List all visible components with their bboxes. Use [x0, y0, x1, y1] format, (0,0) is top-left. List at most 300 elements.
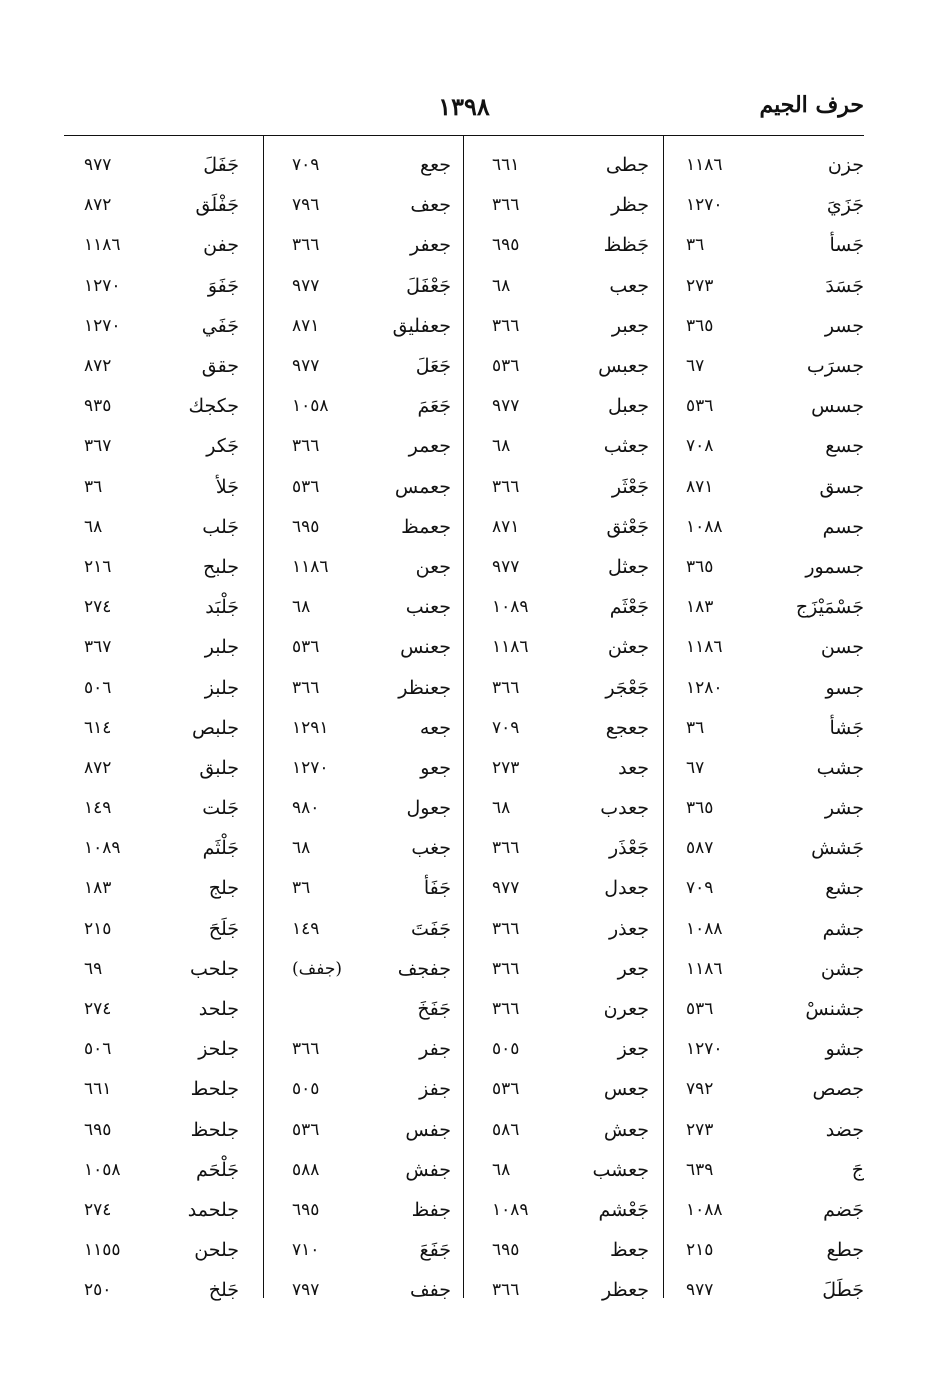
entry-page-ref: ٥٣٦	[292, 476, 320, 497]
index-entry	[464, 225, 663, 265]
entry-root-word: جفز	[419, 1078, 451, 1101]
entry-page-ref: ٦٦١	[84, 1079, 112, 1100]
entry-page-ref: ١٨٣	[686, 597, 714, 618]
entry-page-ref: ٣٦٦	[492, 1280, 520, 1301]
entry-page-ref: ٦٩	[84, 958, 103, 979]
entry-page-ref: ٩٣٥	[84, 396, 112, 417]
entry-page-ref: ١٢٧٠	[84, 275, 121, 296]
entry-root-word: جسس	[811, 395, 864, 418]
index-entry	[264, 989, 463, 1029]
entry-root-word: جعشب	[592, 1158, 649, 1181]
entry-root-word: جفجف	[397, 957, 451, 980]
entry-page-ref: ١٠٨٨	[686, 1199, 723, 1220]
entry-page-ref: ٣٦٦	[492, 315, 520, 336]
index-entry	[664, 266, 864, 306]
entry-page-ref: ٦٨	[292, 838, 311, 859]
entry-page-ref: ٥٠٦	[84, 677, 112, 698]
index-entry	[664, 788, 864, 828]
entry-root-word: جَسأ	[829, 234, 864, 257]
entry-page-ref: ٢٧٣	[686, 275, 714, 296]
index-entry	[664, 1270, 864, 1310]
index-entry	[264, 426, 463, 466]
entry-root-word: جفس	[405, 1118, 451, 1141]
entry-page-ref: ٧٩٢	[686, 1079, 714, 1100]
entry-root-word: جَعْثَر	[611, 475, 649, 498]
entry-page-ref: ١٠٨٩	[84, 838, 121, 859]
entry-root-word: جشر	[824, 797, 864, 820]
entry-page-ref: ٨٧١	[292, 315, 320, 336]
index-entry	[64, 145, 263, 185]
index-entry	[464, 145, 663, 185]
entry-root-word: جلبص	[191, 716, 239, 739]
index-entry	[464, 1190, 663, 1230]
index-entry	[464, 788, 663, 828]
index-entry	[664, 828, 864, 868]
entry-page-ref: ٨٧٢	[84, 757, 112, 778]
entry-page-ref: ٥٨٧	[686, 838, 714, 859]
index-entry	[464, 1230, 663, 1270]
index-entry	[464, 989, 663, 1029]
entry-page-ref: ٣٦٦	[492, 838, 520, 859]
entry-page-ref: ٣٦	[292, 878, 311, 899]
entry-root-word: جعول	[406, 797, 451, 820]
entry-root-word: جفف	[409, 1279, 451, 1302]
entry-page-ref: ٣٦٦	[292, 436, 320, 457]
entry-root-word: جعمر	[408, 435, 451, 458]
entry-page-ref: ٦٨	[292, 597, 311, 618]
index-entry	[64, 708, 263, 748]
index-entry	[664, 587, 864, 627]
index-entry	[64, 1150, 263, 1190]
index-entry	[464, 306, 663, 346]
entry-root-word: جعن	[415, 555, 451, 578]
entry-root-word: جَفْلَق	[195, 194, 239, 217]
index-entry	[264, 1110, 463, 1150]
index-entry	[264, 306, 463, 346]
index-entry	[264, 828, 463, 868]
entry-page-ref: ٧٠٩	[686, 878, 714, 899]
index-entry	[464, 266, 663, 306]
index-entry	[264, 1150, 463, 1190]
entry-page-ref: ١٠٥٨	[84, 1159, 121, 1180]
index-entry	[264, 507, 463, 547]
entry-page-ref: ٩٨٠	[292, 798, 320, 819]
entry-page-ref: ٥٣٦	[292, 1119, 320, 1140]
index-entry	[64, 346, 263, 386]
entry-page-ref: ٢٧٤	[84, 1199, 112, 1220]
index-entry	[64, 868, 263, 908]
index-entry	[464, 667, 663, 707]
index-entry	[64, 1190, 263, 1230]
entry-root-word: جلبح	[202, 555, 239, 578]
index-entry	[264, 587, 463, 627]
entry-page-ref: ٧٩٦	[292, 195, 320, 216]
entry-root-word: جسن	[820, 636, 864, 659]
entry-page-ref: ٨٧١	[492, 516, 520, 537]
entry-page-ref: ٥٨٨	[292, 1159, 320, 1180]
index-entry	[64, 306, 263, 346]
entry-page-ref: ١١٨٦	[292, 556, 329, 577]
entry-root-word: جَلأ	[215, 475, 239, 498]
entry-page-ref: ٣٦٦	[492, 958, 520, 979]
entry-root-word: جعدب	[600, 797, 649, 820]
index-column-4	[64, 136, 264, 1302]
entry-page-ref: ٢٧٤	[84, 597, 112, 618]
entry-page-ref: ٩٧٧	[292, 356, 320, 377]
entry-page-ref: ١١٨٦	[84, 235, 121, 256]
entry-page-ref: ٣٦٧	[84, 436, 112, 457]
index-entry	[64, 225, 263, 265]
entry-page-ref: ٣٦٥	[686, 315, 714, 336]
entry-page-ref: ٦٩٥	[292, 516, 320, 537]
entry-page-ref: ٦٩٥	[492, 235, 520, 256]
index-entry	[264, 1069, 463, 1109]
index-entry	[64, 788, 263, 828]
index-entry	[64, 627, 263, 667]
entry-root-word: جعنب	[405, 596, 451, 619]
entry-root-word: جلبر	[204, 636, 239, 659]
entry-root-word: جَعْفَلَ	[406, 274, 451, 297]
index-entry	[664, 667, 864, 707]
entry-root-word: جغب	[411, 837, 451, 860]
entry-page-ref: ٦١٤	[84, 717, 112, 738]
index-entry	[264, 225, 463, 265]
index-entry	[664, 1110, 864, 1150]
entry-page-ref: ١٢٨٠	[686, 677, 723, 698]
entry-page-ref: ٥٨٦	[492, 1119, 520, 1140]
entry-root-word: جعثب	[603, 435, 649, 458]
entry-root-word: جَلْحَم	[196, 1158, 239, 1181]
entry-root-word: جَلخ	[208, 1279, 239, 1302]
entry-root-word: جلحز	[198, 1038, 239, 1061]
entry-page-ref: ١٠٥٨	[292, 396, 329, 417]
index-entry	[264, 346, 463, 386]
entry-root-word: جعنس	[400, 636, 451, 659]
index-entry	[64, 1270, 263, 1310]
entry-page-ref: ٣٦	[686, 235, 705, 256]
entry-page-ref: ٥٠٥	[492, 1039, 520, 1060]
entry-root-word: جَلْبَد	[205, 596, 239, 619]
entry-root-word: جَسْمَيْزَج	[795, 596, 864, 619]
index-entry	[264, 386, 463, 426]
entry-page-ref: ٣٦٦	[492, 999, 520, 1020]
entry-root-word: جشو	[825, 1038, 864, 1061]
entry-root-word: جعجع	[605, 716, 649, 739]
entry-page-ref: ٧٩٧	[292, 1280, 320, 1301]
entry-root-word: جسق	[819, 475, 864, 498]
entry-root-word: جعفر	[409, 234, 451, 257]
entry-page-ref: (جفف)	[292, 958, 342, 979]
index-entry	[64, 1230, 263, 1270]
entry-root-word: جفر	[419, 1038, 451, 1061]
entry-root-word: جَعْجَر	[605, 676, 649, 699]
entry-root-word: جَلت	[202, 797, 239, 820]
entry-page-ref: ١٢٧٠	[686, 1039, 723, 1060]
entry-root-word: جعر	[617, 957, 649, 980]
index-entry	[464, 748, 663, 788]
entry-root-word: جعنظر	[398, 676, 451, 699]
entry-page-ref: ١٢٩١	[292, 717, 329, 738]
entry-page-ref: ٦٨	[84, 516, 103, 537]
entry-page-ref: ٦٦١	[492, 155, 520, 176]
entry-root-word: جطع	[826, 1239, 864, 1262]
index-entry	[664, 185, 864, 225]
index-entry	[664, 225, 864, 265]
index-entry	[264, 266, 463, 306]
entry-root-word: جلحن	[194, 1239, 239, 1262]
entry-root-word: جَسَدَ	[825, 274, 864, 297]
entry-root-word: جصص	[812, 1078, 864, 1101]
entry-root-word: جعظر	[602, 1279, 649, 1302]
entry-page-ref: ١٤٩	[292, 918, 320, 939]
entry-page-ref: ٢٧٣	[686, 1119, 714, 1140]
entry-root-word: جلحط	[190, 1078, 239, 1101]
entry-page-ref: ٩٧٧	[492, 396, 520, 417]
index-entry	[264, 1270, 463, 1310]
entry-root-word: جَعَلَ	[415, 355, 451, 378]
index-entry	[64, 467, 263, 507]
index-entry	[664, 547, 864, 587]
index-entry	[64, 748, 263, 788]
entry-root-word: جعس	[603, 1078, 649, 1101]
entry-page-ref: ٥٣٦	[492, 1079, 520, 1100]
entry-page-ref: ٧١٠	[292, 1240, 320, 1261]
entry-page-ref: ٨٧٢	[84, 356, 112, 377]
entry-root-word: جشنسْ	[805, 998, 864, 1021]
entry-page-ref: ١٢٧٠	[84, 315, 121, 336]
entry-page-ref: ١١٨٦	[686, 155, 723, 176]
entry-root-word: جعثن	[607, 636, 649, 659]
index-entry	[664, 145, 864, 185]
entry-root-word: جَشأ	[829, 716, 864, 739]
index-entry	[664, 346, 864, 386]
entry-page-ref: ٦٧	[686, 356, 705, 377]
index-entry	[464, 185, 663, 225]
index-entry	[64, 667, 263, 707]
entry-page-ref: ٣٦	[686, 717, 705, 738]
entry-root-word: جلبز	[204, 676, 239, 699]
entry-root-word: جَطَلَ	[822, 1279, 864, 1302]
index-entry	[64, 426, 263, 466]
entry-root-word: جعو	[420, 756, 451, 779]
entry-page-ref: ٥٣٦	[686, 396, 714, 417]
entry-page-ref: ١١٨٦	[686, 637, 723, 658]
entry-root-word: جطى	[605, 154, 649, 177]
index-entry	[464, 547, 663, 587]
entry-root-word: جعه	[419, 716, 451, 739]
index-column-3	[264, 136, 464, 1302]
entry-root-word: جعمس	[394, 475, 451, 498]
index-entry	[664, 949, 864, 989]
entry-root-word: جَلْثَم	[202, 837, 239, 860]
entry-root-word: جعد	[618, 756, 649, 779]
entry-root-word: جَفَتَ	[410, 917, 451, 940]
entry-page-ref: ٣٦	[84, 476, 103, 497]
index-entry	[664, 507, 864, 547]
index-entry	[464, 587, 663, 627]
index-column-2	[464, 136, 664, 1302]
index-entry	[664, 1230, 864, 1270]
entry-page-ref: ٥٠٥	[292, 1079, 320, 1100]
entry-page-ref: ٣٦٦	[492, 476, 520, 497]
index-entry	[264, 708, 463, 748]
entry-page-ref: ٥٣٦	[292, 637, 320, 658]
index-entry	[464, 909, 663, 949]
entry-root-word: جلج	[208, 877, 239, 900]
entry-root-word: جشب	[816, 756, 864, 779]
entry-page-ref: ١١٨٦	[492, 637, 529, 658]
entry-root-word: جَفَأ	[423, 877, 451, 900]
index-entry	[464, 949, 663, 989]
entry-root-word: جعذر	[608, 917, 649, 940]
index-entry	[464, 828, 663, 868]
entry-root-word: جلحظ	[190, 1118, 239, 1141]
index-entry	[464, 507, 663, 547]
entry-page-ref: ٣٦٥	[686, 556, 714, 577]
entry-page-ref: ٨٧١	[686, 476, 714, 497]
entry-root-word: جسرَب	[806, 355, 864, 378]
index-entry	[664, 627, 864, 667]
entry-page-ref: ٦٨	[492, 436, 511, 457]
entry-root-word: جلحب	[190, 957, 239, 980]
entry-root-word: جعز	[617, 1038, 649, 1061]
entry-page-ref: ٦٨	[492, 1159, 511, 1180]
entry-page-ref: ١٢٧٠	[292, 757, 329, 778]
entry-page-ref: ٩٧٧	[492, 878, 520, 899]
entry-root-word: جسم	[822, 515, 864, 538]
entry-root-word: جعدل	[604, 877, 649, 900]
index-columns	[64, 136, 864, 1302]
index-entry	[264, 909, 463, 949]
entry-page-ref: ٦٩٥	[492, 1240, 520, 1261]
entry-page-ref: ١٠٨٨	[686, 918, 723, 939]
index-entry	[464, 708, 663, 748]
entry-page-ref: ٢١٥	[686, 1240, 714, 1261]
entry-root-word: جسر	[824, 314, 864, 337]
entry-root-word: جسمور	[805, 555, 864, 578]
index-entry	[64, 507, 263, 547]
entry-root-word: جعبل	[607, 395, 649, 418]
index-entry	[64, 266, 263, 306]
index-entry	[464, 1110, 663, 1150]
index-entry	[464, 1029, 663, 1069]
index-entry	[64, 587, 263, 627]
entry-page-ref: ٧٠٨	[686, 436, 714, 457]
entry-page-ref: ٣٦٥	[686, 798, 714, 819]
entry-page-ref: ١١٨٦	[686, 958, 723, 979]
index-entry	[264, 949, 463, 989]
entry-root-word: جعفليق	[392, 314, 451, 337]
entry-root-word: جعش	[603, 1118, 649, 1141]
entry-page-ref: ٩٧٧	[84, 155, 112, 176]
index-entry	[264, 667, 463, 707]
entry-page-ref: ٢١٥	[84, 918, 112, 939]
entry-root-word: جعب	[609, 274, 649, 297]
index-entry	[64, 386, 263, 426]
index-entry	[64, 828, 263, 868]
entry-root-word: جعبر	[611, 314, 649, 337]
index-entry	[664, 467, 864, 507]
entry-root-word: جفظ	[411, 1198, 451, 1221]
entry-page-ref: ٦٩٥	[84, 1119, 112, 1140]
index-entry	[664, 748, 864, 788]
entry-root-word: جشع	[825, 877, 864, 900]
entry-root-word: جعبس	[598, 355, 649, 378]
entry-page-ref: ٦٨	[492, 798, 511, 819]
entry-root-word: جَعْشم	[598, 1198, 649, 1221]
entry-page-ref: ١٠٨٨	[686, 516, 723, 537]
entry-root-word: جَلَحَ	[208, 917, 239, 940]
entry-root-word: جَ	[851, 1158, 864, 1181]
entry-root-word: جلحد	[198, 998, 239, 1021]
index-entry	[464, 426, 663, 466]
entry-root-word: جشن	[820, 957, 864, 980]
entry-root-word: جَفَعَ	[419, 1239, 451, 1262]
entry-page-ref: ٧٠٩	[292, 155, 320, 176]
entry-root-word: جَشش	[811, 837, 864, 860]
index-entry	[264, 467, 463, 507]
entry-page-ref: ١١٥٥	[84, 1240, 121, 1261]
index-entry	[64, 989, 263, 1029]
index-entry	[464, 346, 663, 386]
entry-page-ref: ٢٧٣	[492, 757, 520, 778]
entry-root-word: جلحمد	[187, 1198, 239, 1221]
entry-page-ref: ١٠٨٩	[492, 1199, 529, 1220]
index-entry	[64, 1110, 263, 1150]
entry-root-word: جَكر	[206, 435, 239, 458]
index-entry	[464, 1270, 663, 1310]
entry-root-word: جَعْثَم	[609, 596, 649, 619]
entry-root-word: جعظ	[610, 1239, 649, 1262]
index-entry	[264, 145, 463, 185]
entry-page-ref: ١٠٨٩	[492, 597, 529, 618]
entry-root-word: جفش	[405, 1158, 451, 1181]
entry-root-word: جفن	[203, 234, 239, 257]
entry-page-ref: ٢١٦	[84, 556, 112, 577]
entry-root-word: جعع	[419, 154, 451, 177]
entry-root-word: جقق	[201, 355, 239, 378]
page-header	[64, 92, 864, 126]
entry-page-ref: ١٨٣	[84, 878, 112, 899]
index-entry	[64, 1029, 263, 1069]
entry-root-word: جَظظ	[603, 234, 649, 257]
entry-page-ref: ٨٧٢	[84, 195, 112, 216]
index-entry	[64, 909, 263, 949]
index-entry	[264, 1029, 463, 1069]
index-entry	[664, 868, 864, 908]
entry-page-ref: ٦٩٥	[292, 1199, 320, 1220]
index-entry	[464, 1150, 663, 1190]
index-entry	[664, 1069, 864, 1109]
index-entry	[264, 547, 463, 587]
index-entry	[464, 467, 663, 507]
entry-root-word: جعمظ	[401, 515, 451, 538]
entry-root-word: جَلب	[202, 515, 239, 538]
index-entry	[464, 1069, 663, 1109]
entry-page-ref: ٦٨	[492, 275, 511, 296]
entry-root-word: جَضم	[823, 1198, 864, 1221]
index-entry	[264, 748, 463, 788]
entry-page-ref: ٣٦٦	[292, 235, 320, 256]
index-entry	[64, 547, 263, 587]
entry-page-ref: ٩٧٧	[686, 1280, 714, 1301]
entry-page-ref: ٢٥٠	[84, 1280, 112, 1301]
entry-page-ref: ٣٦٦	[292, 1039, 320, 1060]
entry-page-ref: ١٤٩	[84, 798, 112, 819]
entry-root-word: جَفَي	[201, 314, 239, 337]
index-entry	[464, 386, 663, 426]
entry-page-ref: ٩٧٧	[492, 556, 520, 577]
